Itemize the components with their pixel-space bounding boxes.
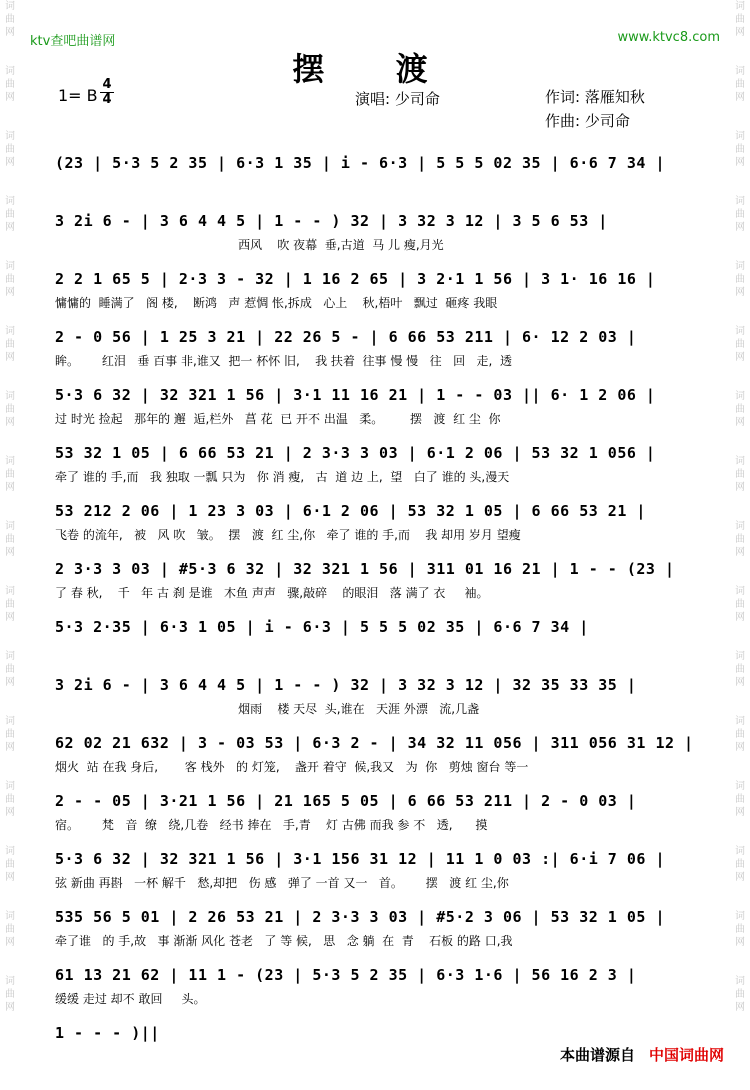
source-site: 中国词曲网 [648,1046,724,1064]
notation-line: 2 2 1 65 5 | 2·3 3 - 32 | 1 16 2 65 | 3 2·1 1 56 | 3 1· 16 16 | [55,270,656,288]
lyric-line: 过 时光 捡起 那年的 邂 逅,栏外 菖 花 已 开不 出温 柔。 摆 渡 红 尘 你 [55,412,501,426]
time-signature [100,78,114,107]
score-line [55,962,726,1020]
notation-line: 535 56 5 01 | 2 26 53 21 | 2 3·3 3 03 | #5·2 3 06 | 53 32 1 05 | [55,908,665,926]
notation-line: 5·3 2·35 | 6·3 1 05 | i - 6·3 | 5 5 5 02 35 | 6·6 7 34 | [55,618,589,636]
lyric-line: 了 春 秋, 千 年 古 刹 是谁 木鱼 声声 骤,敲碎 的眼泪 落 满了 衣 袖。 [55,586,489,600]
score-line [55,440,726,498]
lyric-line: 眸。 红泪 垂 百事 非,谁又 把一 杯怀 旧, 我 扶着 往事 慢 慢 往 回 走, 透 [55,354,512,368]
lyric-line: 西风 吹 夜幕 垂,古道 马 儿 瘦,月光 [55,238,444,252]
notation-line: 2 3·3 3 03 | #5·3 6 32 | 32 321 1 56 | 311 01 16 21 | 1 - - (23 | [55,560,675,578]
lyric-line: 慵慵的 睡满了 阁 楼, 断鸿 声 惹惆 怅,拆成 心上 秋,梧叶 飘过 砸疼 我眼 [55,296,498,310]
meter-bottom: 4 [100,92,114,107]
lyric-line [55,176,726,198]
score-line [55,266,726,324]
score-line [55,730,726,788]
score-line [55,788,726,846]
site-name-left: ktv查吧曲谱网 [30,34,116,49]
notation-line: 53 212 2 06 | 1 23 3 03 | 6·1 2 06 | 53 32 1 05 | 6 66 53 21 | [55,502,646,520]
notation-line: 1 - - - )|| [55,1024,160,1042]
meter-top: 4 [102,77,112,92]
lyric-line: 牵了 谁的 手,而 我 独取 一瓢 只为 你 消 瘦, 古 道 边 上, 望 白了 谁的 头,漫天 [55,470,510,484]
score-line [55,498,726,556]
key-signature: 1= B [58,86,98,105]
score-line [55,150,726,208]
source-label: 本曲谱源自 [559,1046,635,1064]
notation-line: 5·3 6 32 | 32 321 1 56 | 3·1 11 16 21 | 1 - - 03 || 6· 1 2 06 | [55,386,656,404]
lyric-line: 烟火 站 在我 身后, 客 栈外 的 灯笼, 盏开 着守 候,我又 为 你 剪烛 窗台 等一 [55,760,529,774]
score-line [55,324,726,382]
score-line [55,846,726,904]
score-line [55,556,726,614]
score-line [55,904,726,962]
singer-credit: 演唱: 少司命 [355,90,440,108]
notation-line: 2 - 0 56 | 1 25 3 21 | 22 26 5 - | 6 66 53 211 | 6· 12 2 03 | [55,328,637,346]
composer-credit: 作曲: 少司命 [545,112,630,130]
lyric-line: 牵了谁 的 手,故 事 渐渐 风化 苍老 了 等 候, 思 念 躺 在 青 石板 的路 口,我 [55,934,513,948]
notation-line: (23 | 5·3 5 2 35 | 6·3 1 35 | i - 6·3 | 5 5 5 02 35 | 6·6 7 34 | [55,154,665,172]
site-url-right: www.ktvc8.com [617,30,720,45]
watermark-right: 词 曲 网 词 曲 网 词 曲 网 词 曲 网 词 曲 网 词 曲 网 词 曲 网 词 曲 网 词 曲 网 词 曲 网 词 曲 网 词 曲 网 词 曲 网 词 曲 网 词 曲 网 词 曲 网 [735,1,745,1013]
lyric-line [55,640,726,662]
lyric-line: 飞卷 的流年, 被 风 吹 皱。 摆 渡 红 尘,你 牵了 谁的 手,而 我 却用 岁月 望瘦 [55,528,521,542]
score [55,150,726,1078]
source-credit [560,1044,724,1065]
lyric-line: 宿。 梵 音 缭 绕,几卷 经书 捧在 手,青 灯 古佛 而我 参 不 透, 摸 [55,818,488,832]
notation-line: 3 2i 6 - | 3 6 4 4 5 | 1 - - ) 32 | 3 32 3 12 | 3 5 6 53 | [55,212,608,230]
watermark-left: 词 曲 网 词 曲 网 词 曲 网 词 曲 网 词 曲 网 词 曲 网 词 曲 网 词 曲 网 词 曲 网 词 曲 网 词 曲 网 词 曲 网 词 曲 网 词 曲 网 词 曲 网 词 曲 网 [5,1,15,1013]
lyric-line: 缓缓 走过 却不 敢回 头。 [55,992,206,1006]
score-line [55,208,726,266]
notation-line: 62 02 21 632 | 3 - 03 53 | 6·3 2 - | 34 32 11 056 | 311 056 31 12 | [55,734,694,752]
notation-line: 53 32 1 05 | 6 66 53 21 | 2 3·3 3 03 | 6·1 2 06 | 53 32 1 056 | [55,444,656,462]
song-title: 摆 渡 [292,50,458,88]
lyric-line: 弦 新曲 再斟 一杯 解千 愁,却把 伤 感 弹了 一首 又一 首。 摆 渡 红 尘,你 [55,876,509,890]
score-line [55,614,726,672]
lyric-line: 烟雨 楼 天尽 头,谁在 天涯 外漂 流,几盏 [55,702,480,716]
notation-line: 2 - - 05 | 3·21 1 56 | 21 165 5 05 | 6 66 53 211 | 2 - 0 03 | [55,792,637,810]
notation-line: 3 2i 6 - | 3 6 4 4 5 | 1 - - ) 32 | 3 32 3 12 | 32 35 33 35 | [55,676,637,694]
score-line [55,382,726,440]
lyricist-credit: 作词: 落雁知秋 [545,88,645,106]
score-line [55,672,726,730]
notation-line: 61 13 21 62 | 11 1 - (23 | 5·3 5 2 35 | 6·3 1·6 | 56 16 2 3 | [55,966,637,984]
notation-line: 5·3 6 32 | 32 321 1 56 | 3·1 156 31 12 | 11 1 0 03 :| 6·i 7 06 | [55,850,665,868]
